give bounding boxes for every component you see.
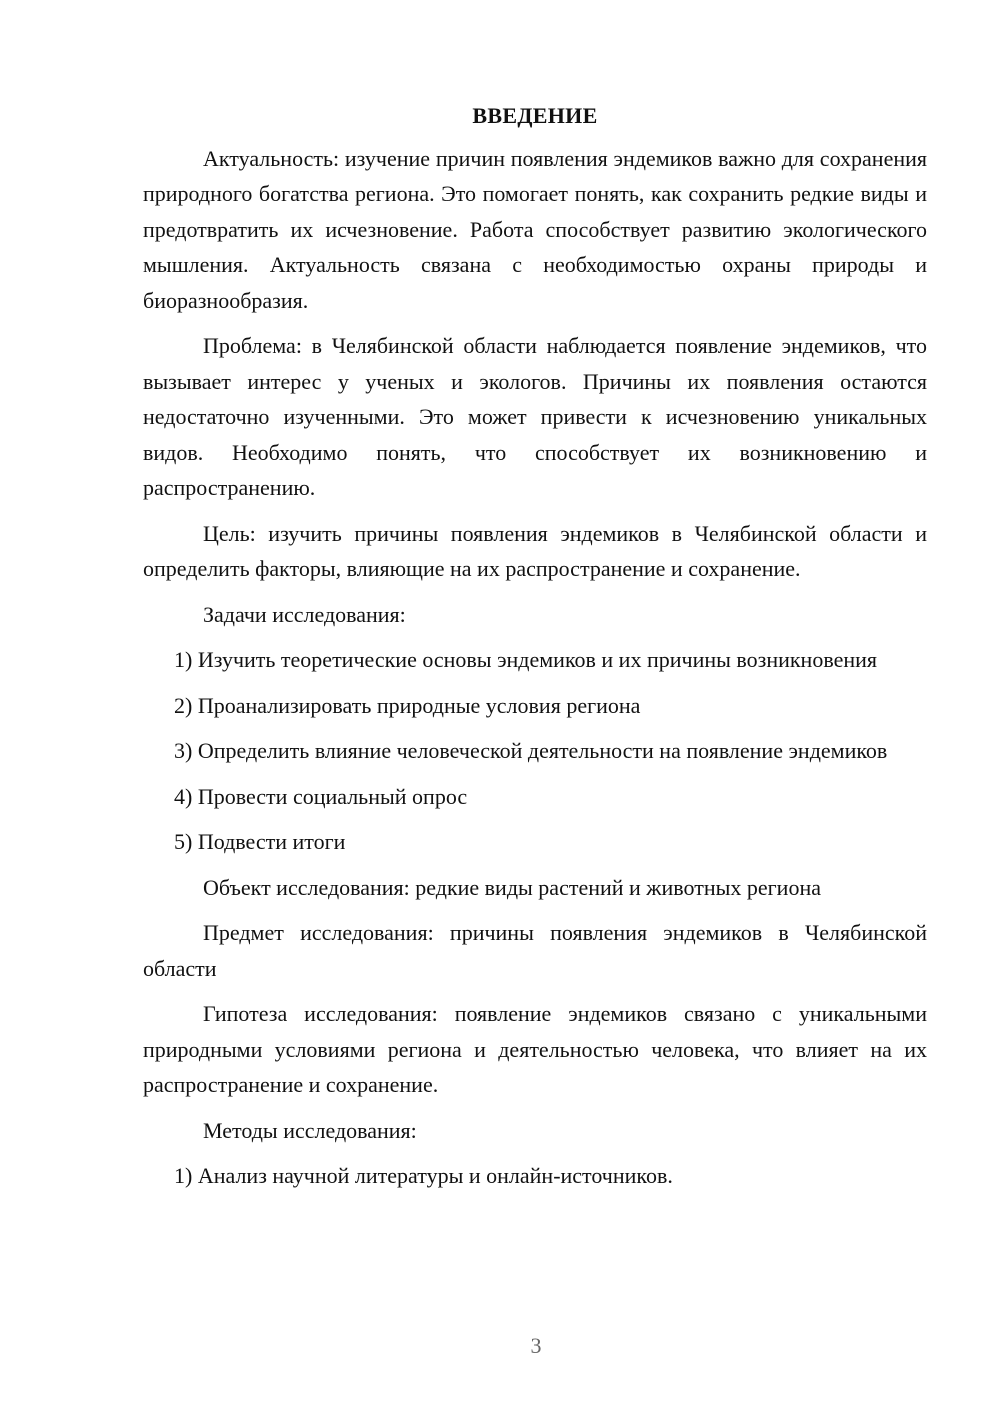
- page-content: [143, 98, 927, 1204]
- section-heading: ВВЕДЕНИЕ: [472, 103, 598, 128]
- task-item: 2) Проанализировать природные условия региона: [174, 692, 641, 718]
- task-item: 4) Провести социальный опрос: [174, 783, 468, 809]
- subject-paragraph: Предмет исследования: причины появления эндемиков в Челябинской области: [143, 920, 927, 981]
- methods-title: Методы исследования:: [203, 1117, 417, 1143]
- task-item: 3) Определить влияние человеческой деятельности на появление эндемиков: [174, 738, 888, 763]
- task-item: 1) Изучить теоретические основы эндемиков и их причины возникновения: [174, 647, 878, 672]
- goal-paragraph: Цель: изучить причины появления эндемиков в Челябинской области и определить факторы, влияющие на их распространение и сохранение.: [143, 520, 927, 581]
- method-item: 1) Анализ научной литературы и онлайн-источников.: [174, 1163, 673, 1188]
- object-paragraph: Объект исследования: редкие виды растений и животных региона: [203, 874, 821, 900]
- relevance-paragraph: Актуальность: изучение причин появления эндемиков важно для сохранения природного богатства региона. Это помогает понять, как сохранить редкие виды и предотвратить их исчезновение. Работа способствует развитию экологического мышления. Актуальность связана с необходимостью охраны природы и биоразнообразия.: [143, 145, 927, 313]
- page-number: 3: [530, 1333, 542, 1358]
- task-item: 5) Подвести итоги: [174, 829, 346, 854]
- hypothesis-paragraph: Гипотеза исследования: появление эндемиков связано с уникальными природными условиями региона и деятельностью человека, что влияет на их распространение и сохранение.: [143, 1001, 927, 1097]
- problem-paragraph: Проблема: в Челябинской области наблюдается появление эндемиков, что вызывает интерес у ученых и экологов. Причины их появления остаются недостаточно изученными. Это может привести к исчезновению уникальных видов. Необходимо понять, что способствует их возникновению и распространению.: [143, 333, 927, 500]
- tasks-title: Задачи исследования:: [203, 601, 406, 627]
